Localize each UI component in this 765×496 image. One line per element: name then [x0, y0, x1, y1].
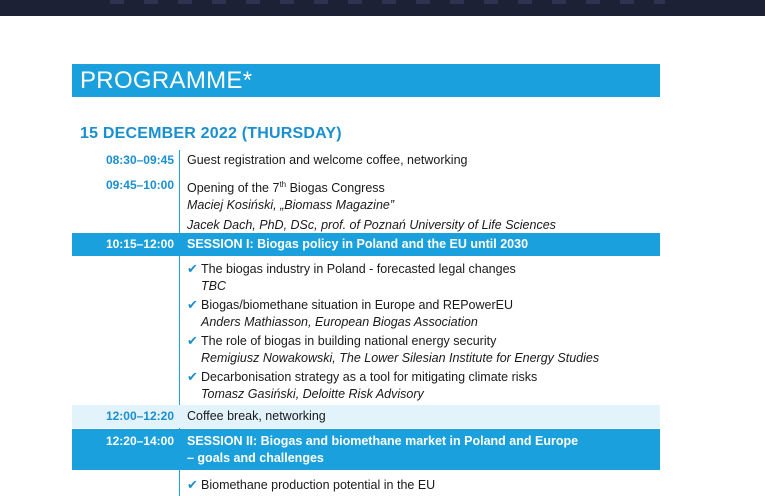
agenda-item	[187, 333, 657, 366]
check-icon: ✔	[187, 261, 198, 276]
agenda-row-registration	[72, 152, 660, 172]
session-1-items	[72, 261, 660, 401]
agenda-item	[187, 297, 657, 330]
row-text: Coffee break, networking	[187, 409, 326, 423]
agenda-item	[187, 477, 657, 494]
check-icon: ✔	[187, 297, 198, 312]
speaker: Maciej Kosiński, „Biomass Magazine”	[187, 197, 395, 212]
item-title: Biomethane production potential in the EU	[201, 478, 436, 492]
session-title-line2: – goals and challenges	[187, 450, 324, 465]
check-icon: ✔	[187, 333, 198, 348]
date-title: 15 DECEMBER 2022 (THURSDAY)	[80, 125, 342, 142]
superscript: th	[279, 180, 287, 189]
item-title: Biogas/biomethane situation in Europe and REPowerEU	[201, 298, 513, 312]
agenda-item	[187, 369, 657, 402]
check-icon: ✔	[187, 477, 198, 492]
item-speaker: TBC	[201, 278, 226, 293]
row-time: 08:30–09:45	[105, 153, 174, 167]
check-icon: ✔	[187, 369, 198, 384]
item-title: The role of biogas in building national energy security	[201, 334, 497, 348]
agenda-item	[187, 261, 657, 294]
session-title: SESSION I: Biogas policy in Poland and the EU until 2030	[187, 237, 529, 251]
programme-header: PROGRAMME*	[72, 64, 660, 97]
banner-pattern	[110, 0, 665, 4]
session-title-line1: SESSION II: Biogas and biomethane market in Poland and Europe	[187, 434, 579, 448]
item-speaker: Anders Mathiasson, European Biogas Association	[201, 314, 478, 329]
opening-text-rest: Biogas Congress	[286, 181, 385, 196]
row-time: 12:00–12:20	[105, 409, 174, 423]
row-text: Guest registration and welcome coffee, networking	[187, 153, 468, 167]
session-2-bar	[72, 429, 660, 470]
session-2-items	[72, 477, 660, 496]
agenda-row-opening	[72, 176, 660, 233]
session-title	[187, 433, 657, 466]
top-banner	[0, 0, 765, 16]
speaker: Jacek Dach, PhD, DSc, prof. of Poznań University of Life Sciences	[187, 218, 556, 233]
session-1-bar	[72, 233, 660, 256]
row-time: 10:15–12:00	[105, 237, 174, 251]
opening-text: Opening of the 7	[187, 181, 280, 196]
row-content	[187, 177, 657, 234]
opening-title	[187, 177, 657, 197]
item-speaker: Tomasz Gasiński, Deloitte Risk Advisory	[201, 386, 424, 401]
row-time: 12:20–14:00	[105, 434, 174, 448]
item-title: Decarbonisation strategy as a tool for mitigating climate risks	[201, 370, 538, 384]
row-time: 09:45–10:00	[105, 178, 174, 192]
item-speaker: Remigiusz Nowakowski, The Lower Silesian Institute for Energy Studies	[201, 350, 600, 365]
agenda-row-coffee-break	[72, 405, 660, 428]
item-title: The biogas industry in Poland - forecasted legal changes	[201, 262, 516, 276]
